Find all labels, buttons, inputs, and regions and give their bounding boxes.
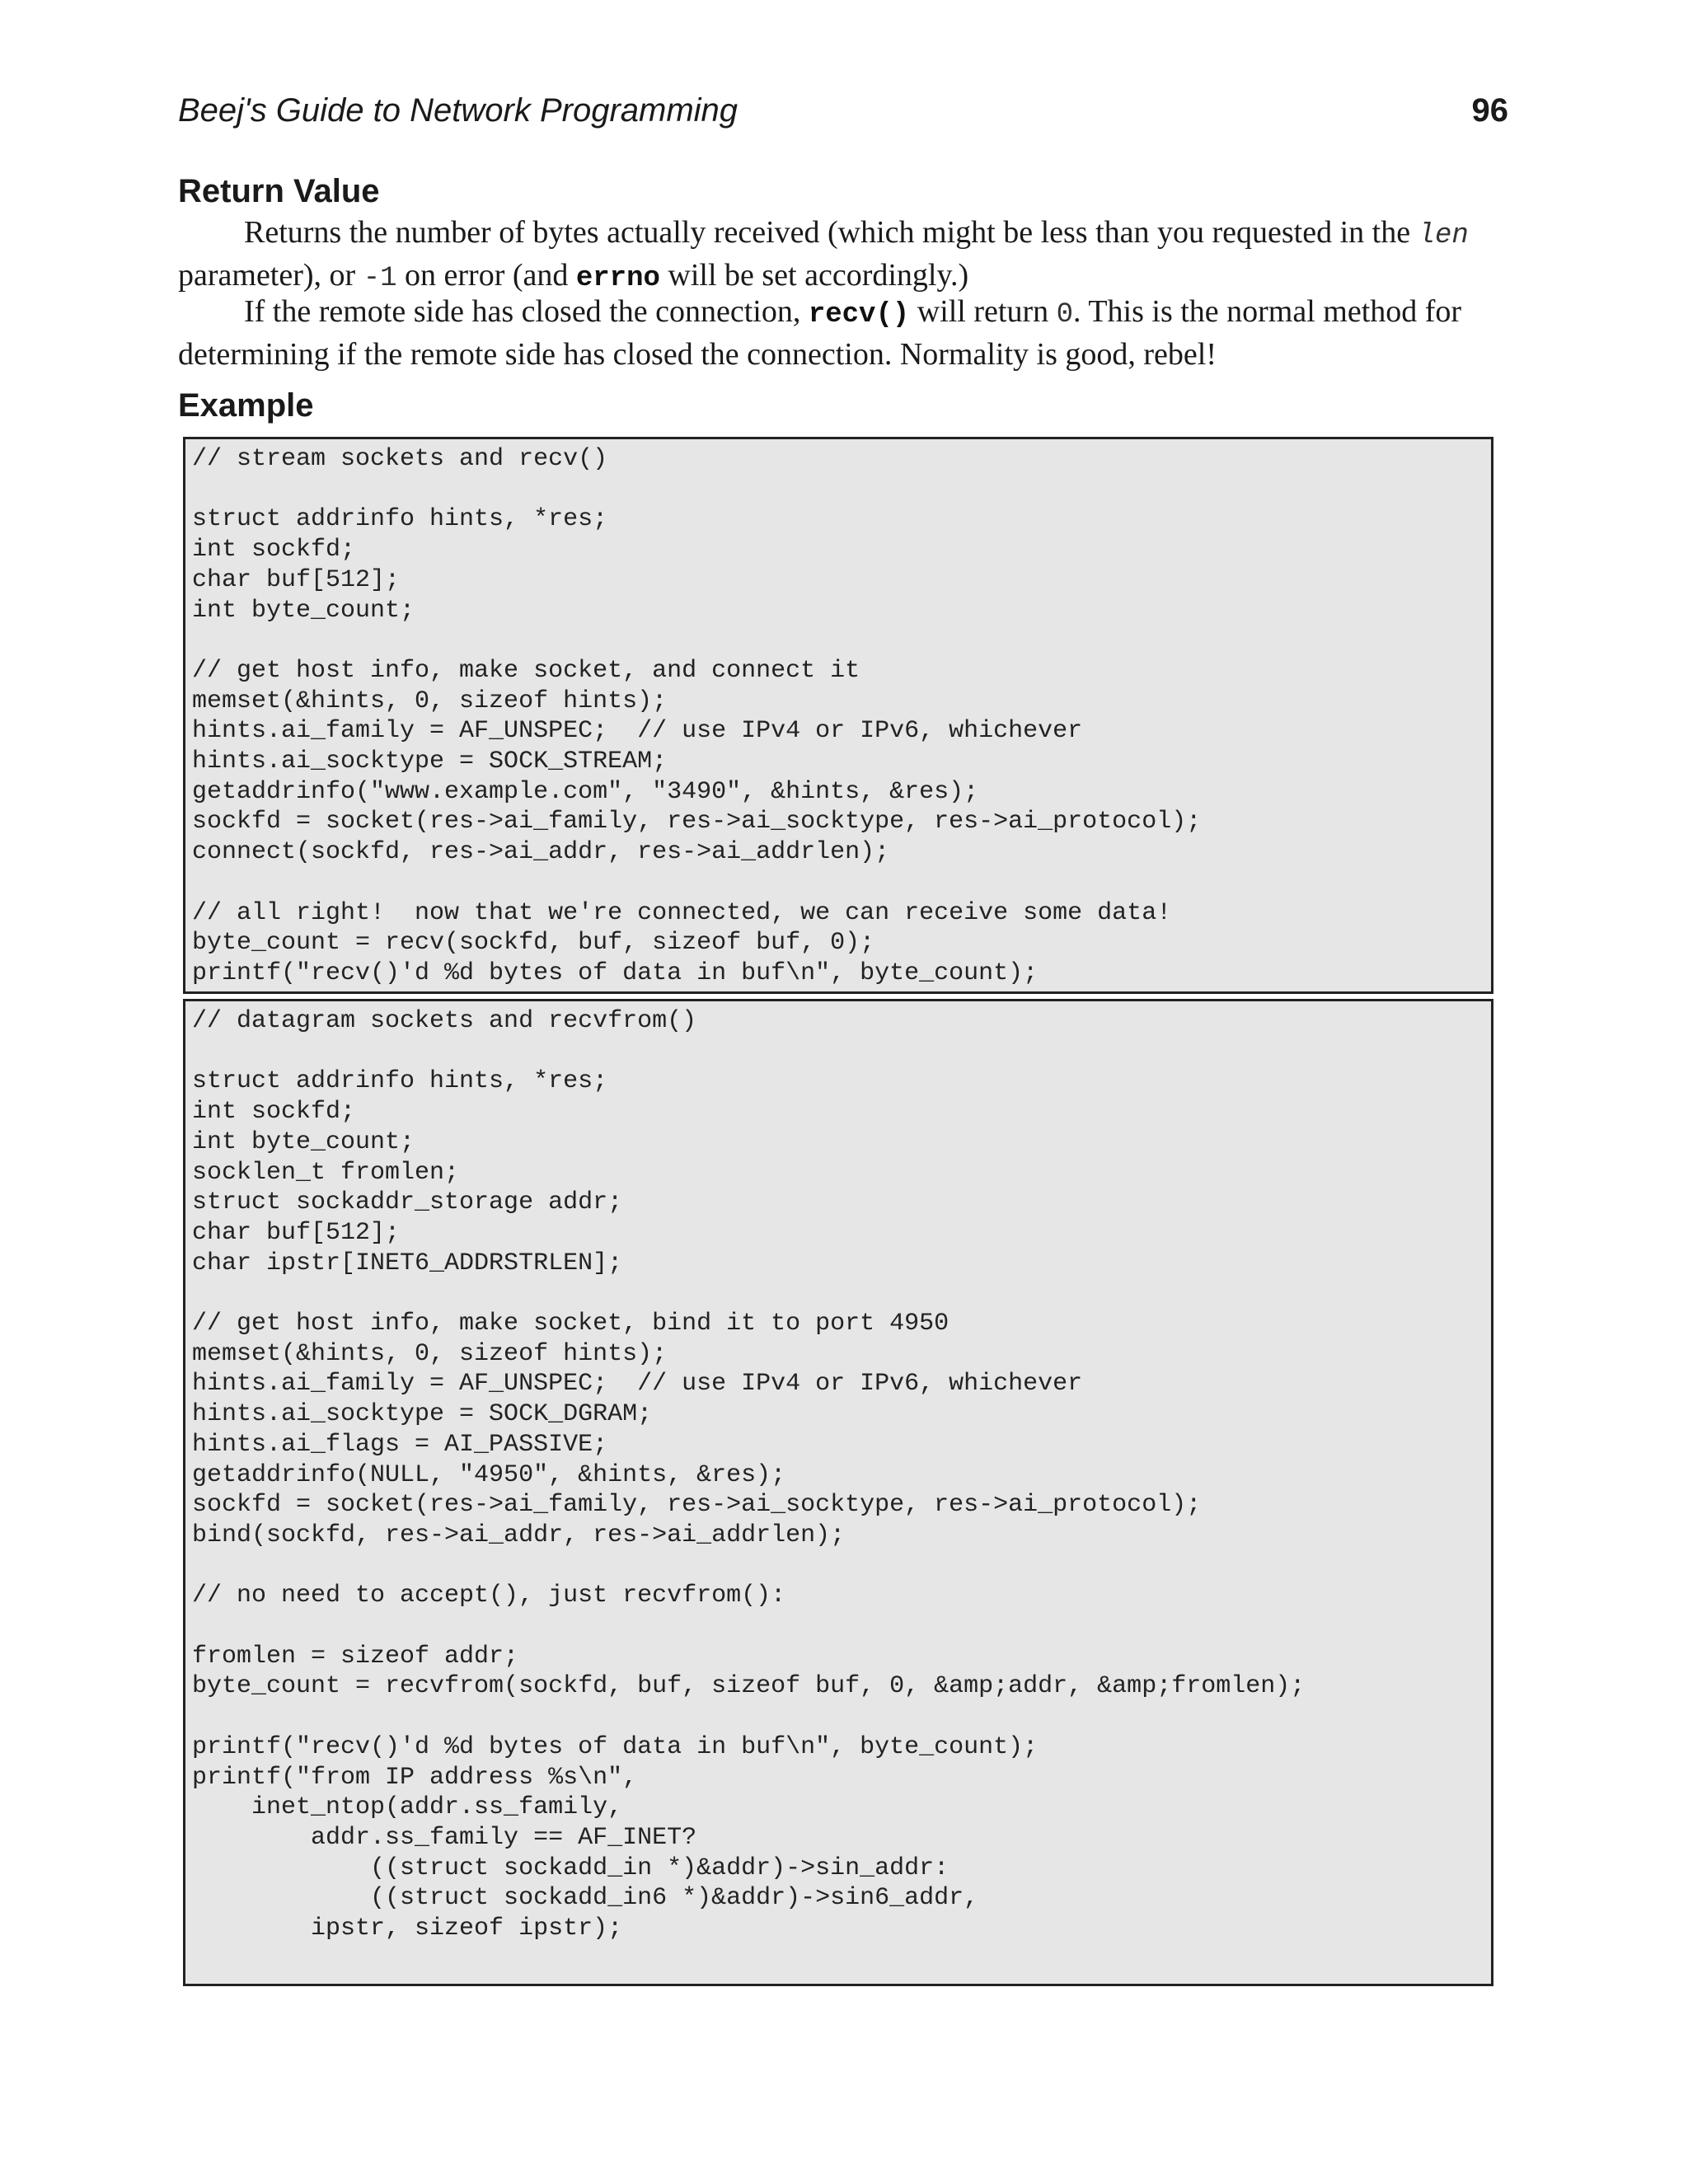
running-title: Beej's Guide to Network Programming [178,92,738,129]
text-run: will return [909,294,1057,329]
return-value-heading: Return Value [178,173,380,209]
code-block-datagram-recvfrom: // datagram sockets and recvfrom() struct addrinfo hints, *res; int sockfd; int byte_count; socklen_t fromlen; struct sockaddr_storage addr; char buf[512]; char ipstr[INET6_ADDRSTRLEN]; // get host info, make socket, bind it to port 4950 memset(&hints, 0, sizeof hints); hints.ai_family = AF_UNSPEC; // use IPv4 or IPv6, whichever hints.ai_socktype = SOCK_DGRAM; hints.ai_flags = AI_PASSIVE; getaddrinfo(NULL, "4950", &hints, &res); sockfd = socket(res->ai_family, res->ai_socktype, res->ai_protocol); bind(sockfd, res->ai_addr, res->ai_addrlen); // no need to accept(), just recvfrom(): fromlen = sizeof addr; byte_count = recvfrom(sockfd, buf, sizeof buf, 0, &amp;addr, &amp;fromlen); printf("recv()'d %d bytes of data in buf\n", byte_count); printf("from IP address %s\n", inet_ntop(addr.ss_family, addr.ss_family == AF_INET? ((struct sockadd_in *)&addr)->sin_addr: ((struct sockadd_in6 *)&addr)->sin6_addr, ipstr, sizeof ipstr); [183,999,1493,1986]
zero-value: 0 [1056,299,1074,330]
example-heading: Example [178,387,314,424]
text-run: . This is the normal method for determining if the remote side has closed the connection. Normality is good, rebel! [178,294,1462,372]
text-run: Returns the number of bytes actually received (which might be less than you requested in the [244,215,1418,250]
text-run: parameter), or [178,258,363,293]
return-value-paragraph-2 [178,292,1508,374]
recv-function: recv() [808,299,910,330]
text-run: will be set accordingly.) [659,258,969,293]
errno-keyword: errno [575,263,660,294]
len-param: len [1418,220,1469,251]
code-block-stream-recv: // stream sockets and recv() struct addrinfo hints, *res; int sockfd; char buf[512]; int byte_count; // get host info, make socket, and connect it memset(&hints, 0, sizeof hints); hints.ai_family = AF_UNSPEC; // use IPv4 or IPv6, whichever hints.ai_socktype = SOCK_STREAM; getaddrinfo("www.example.com", "3490", &hints, &res); sockfd = socket(res->ai_family, res->ai_socktype, res->ai_protocol); connect(sockfd, res->ai_addr, res->ai_addrlen); // all right! now that we're connected, we can receive some data! byte_count = recv(sockfd, buf, sizeof buf, 0); printf("recv()'d %d bytes of data in buf\n", byte_count); [183,437,1493,994]
page-header [178,92,1508,142]
page-number: 96 [1471,92,1508,129]
text-run: on error (and [396,258,576,293]
return-value-paragraph-1 [178,213,1508,298]
minus-one-value: -1 [363,263,397,294]
text-run: If the remote side has closed the connection, [244,294,809,329]
